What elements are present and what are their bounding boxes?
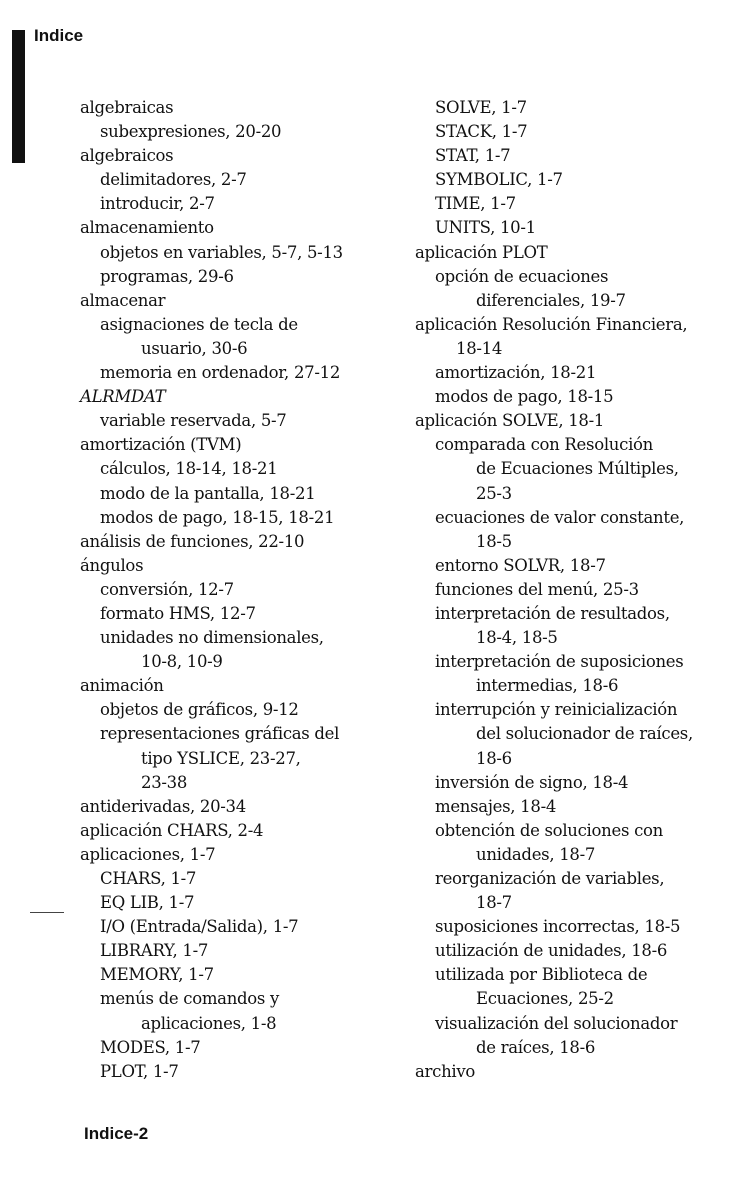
index-entry: intermedias, 18-6 (476, 676, 619, 696)
index-entry: del solucionador de raíces, (476, 724, 693, 744)
index-entry: aplicaciones, 1-8 (141, 1013, 277, 1033)
page-footer: Indice-2 (84, 1124, 149, 1143)
index-entry: animación (80, 676, 164, 696)
index-entry: tipo YSLICE, 23-27, (141, 748, 301, 768)
index-entry: delimitadores, 2-7 (100, 170, 247, 190)
index-entry: interrupción y reinicialización (435, 700, 678, 720)
index-entry: algebraicos (80, 146, 174, 166)
index-entry: variable reservada, 5-7 (100, 411, 287, 431)
index-entry: 18-14 (456, 338, 503, 358)
index-entry: amortización (TVM) (80, 435, 242, 455)
index-entry: subexpresiones, 20-20 (100, 122, 282, 142)
index-entry: programas, 29-6 (100, 266, 234, 286)
index-entry: opción de ecuaciones (435, 266, 609, 286)
index-entry: 23-38 (141, 772, 188, 792)
index-entry: obtención de soluciones con (435, 820, 663, 840)
index-entry: utilizada por Biblioteca de (435, 965, 648, 985)
index-entry: modo de la pantalla, 18-21 (100, 483, 316, 503)
index-entry: asignaciones de tecla de (100, 314, 298, 334)
index-entry: formato HMS, 12-7 (100, 603, 256, 623)
index-entry: objetos de gráficos, 9-12 (100, 700, 299, 720)
index-entry: diferenciales, 19-7 (476, 290, 626, 310)
index-entry: aplicación CHARS, 2-4 (80, 820, 264, 840)
index-entry: interpretación de suposiciones (435, 652, 684, 672)
index-entry: aplicación SOLVE, 18-1 (415, 411, 605, 431)
index-entry: 10-8, 10-9 (141, 652, 223, 672)
index-entry: almacenar (80, 290, 166, 310)
index-entry: utilización de unidades, 18-6 (435, 941, 668, 961)
index-entry: visualización del solucionador (435, 1013, 678, 1033)
index-entry: entorno SOLVR, 18-7 (435, 555, 606, 575)
index-entry: memoria en ordenador, 27-12 (100, 363, 341, 383)
index-entry: Ecuaciones, 25-2 (476, 989, 614, 1009)
index-entry: unidades no dimensionales, (100, 628, 324, 648)
page-header: Indice (34, 26, 84, 45)
index-column-left (80, 96, 400, 1084)
index-entry: usuario, 30-6 (141, 338, 248, 358)
index-entry: de raíces, 18-6 (476, 1037, 596, 1057)
index-entry: antiderivadas, 20-34 (80, 796, 246, 816)
section-marker-bar (12, 30, 25, 163)
index-entry: I/O (Entrada/Salida), 1-7 (100, 917, 299, 937)
index-entry: interpretación de resultados, (435, 603, 670, 623)
index-entry: 18-6 (476, 748, 512, 768)
index-entry: funciones del menú, 25-3 (435, 579, 639, 599)
margin-rule (30, 912, 64, 913)
index-entry: objetos en variables, 5-7, 5-13 (100, 242, 343, 262)
index-entry: UNITS, 10-1 (435, 218, 536, 238)
index-entry: suposiciones incorrectas, 18-5 (435, 917, 681, 937)
index-entry: 18-7 (476, 893, 512, 913)
index-entry: almacenamiento (80, 218, 214, 238)
index-entry: 25-3 (476, 483, 512, 503)
index-entry: mensajes, 18-4 (435, 796, 557, 816)
index-entry: MODES, 1-7 (100, 1037, 201, 1057)
index-entry: ALRMDAT (80, 387, 166, 407)
index-entry: PLOT, 1-7 (100, 1061, 179, 1081)
index-entry: menús de comandos y (100, 989, 280, 1009)
index-entry: modos de pago, 18-15 (435, 387, 614, 407)
index-entry: STAT, 1-7 (435, 146, 511, 166)
index-entry: LIBRARY, 1-7 (100, 941, 209, 961)
index-entry: análisis de funciones, 22-10 (80, 531, 305, 551)
index-entry: representaciones gráficas del (100, 724, 340, 744)
index-entry: 18-4, 18-5 (476, 628, 558, 648)
index-entry: comparada con Resolución (435, 435, 654, 455)
index-entry: reorganización de variables, (435, 869, 665, 888)
index-entry: aplicación Resolución Financiera, (415, 314, 688, 334)
index-entry: SOLVE, 1-7 (435, 98, 527, 117)
index-entry: 18-5 (476, 531, 512, 551)
index-entry: EQ LIB, 1-7 (100, 893, 195, 913)
index-entry: MEMORY, 1-7 (100, 965, 214, 985)
index-entry: ecuaciones de valor constante, (435, 507, 685, 527)
index-entry: archivo (415, 1061, 476, 1081)
index-entry: conversión, 12-7 (100, 579, 234, 599)
index-entry: modos de pago, 18-15, 18-21 (100, 507, 335, 527)
index-entry: introducir, 2-7 (100, 194, 215, 214)
index-column-right (415, 96, 735, 1084)
index-entry: SYMBOLIC, 1-7 (435, 170, 563, 190)
index-entry: ángulos (80, 555, 144, 575)
index-entry: inversión de signo, 18-4 (435, 772, 629, 792)
index-entry: unidades, 18-7 (476, 844, 596, 864)
index-entry: aplicación PLOT (415, 242, 548, 262)
index-entry: aplicaciones, 1-7 (80, 844, 216, 864)
index-entry: de Ecuaciones Múltiples, (476, 459, 679, 479)
index-entry: TIME, 1-7 (435, 194, 516, 214)
index-entry: algebraicas (80, 98, 174, 117)
index-entry: STACK, 1-7 (435, 122, 528, 142)
index-entry: amortización, 18-21 (435, 363, 597, 383)
index-entry: cálculos, 18-14, 18-21 (100, 459, 278, 479)
index-entry: CHARS, 1-7 (100, 869, 197, 888)
